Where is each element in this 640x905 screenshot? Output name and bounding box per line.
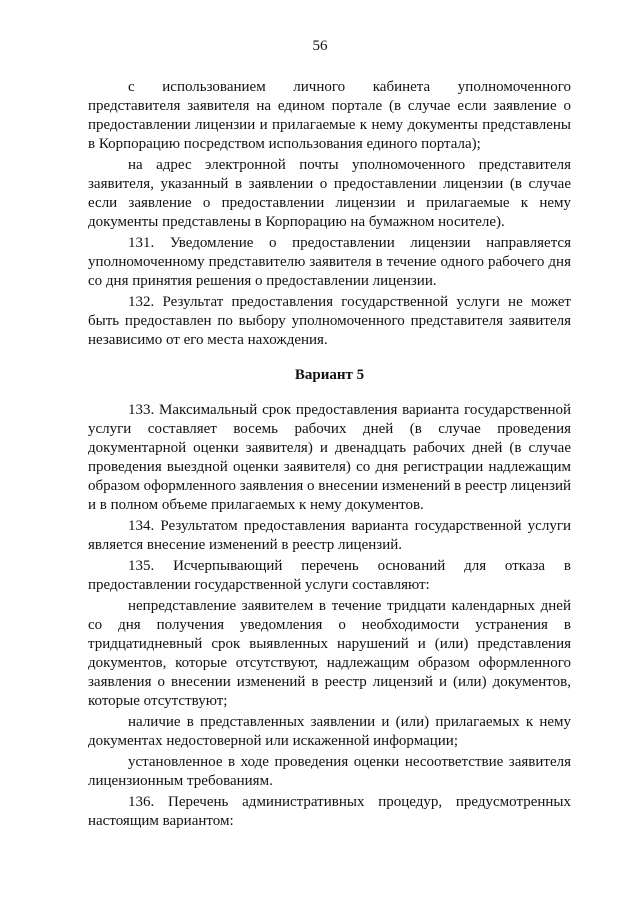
paragraph-refusal-basis-1: непредставление заявителем в течение тридцати календарных дней со дня получения уведомления о необходимости устранения в тридцатидневный срок выявленных нарушений и (или) представления документов, которые отсутствуют, надлежащим образом оформленного заявления о внесении изменений в реестр лицензий и (или) документов, которые отсутствуют; bbox=[88, 598, 571, 709]
paragraph-135: 135. Исчерпывающий перечень оснований для отказа в предоставлении государственной услуги составляют: bbox=[88, 558, 571, 593]
paragraph-email-address: на адрес электронной почты уполномоченного представителя заявителя, указанный в заявлении о предоставлении лицензии (в случае если заявление о предоставлении лицензии и прилагаемые к нему документы представлены в Корпорацию на бумажном носителе). bbox=[88, 157, 571, 230]
paragraph-refusal-basis-3: установленное в ходе проведения оценки несоответствие заявителя лицензионным требованиям. bbox=[88, 754, 571, 789]
paragraph-134: 134. Результатом предоставления варианта государственной услуги является внесение изменений в реестр лицензий. bbox=[88, 518, 571, 553]
paragraph-133: 133. Максимальный срок предоставления варианта государственной услуги составляет восемь рабочих дней (в случае проведения документарной оценки заявителя) и двенадцать рабочих дней (в случае проведения выездной оценки заявителя) со дня регистрации надлежащим образом оформленного заявления о внесении изменений в реестр лицензий и в полном объеме прилагаемых к нему документов. bbox=[88, 402, 572, 513]
paragraph-132: 132. Результат предоставления государственной услуги не может быть предоставлен по выбору уполномоченного представителя заявителя независимо от его места нахождения. bbox=[88, 294, 571, 348]
paragraph-131: 131. Уведомление о предоставлении лицензии направляется уполномоченному представителю заявителя в течение одного рабочего дня со дня принятия решения о предоставлении лицензии. bbox=[88, 235, 571, 289]
section-heading: Вариант 5 bbox=[294, 367, 365, 383]
paragraph-refusal-basis-2: наличие в представленных заявлении и (или) прилагаемых к нему документах недостоверной или искаженной информации; bbox=[88, 714, 571, 749]
paragraph-136: 136. Перечень административных процедур, предусмотренных настоящим вариантом: bbox=[88, 794, 571, 829]
page-number: 56 bbox=[312, 38, 328, 54]
document-body bbox=[88, 78, 571, 833]
paragraph-personal-cabinet: с использованием личного кабинета уполномоченного представителя заявителя на едином портале (в случае если заявление о предоставлении лицензии и прилагаемые к нему документы представлены в Корпорацию посредством использования единого портала); bbox=[88, 79, 571, 152]
